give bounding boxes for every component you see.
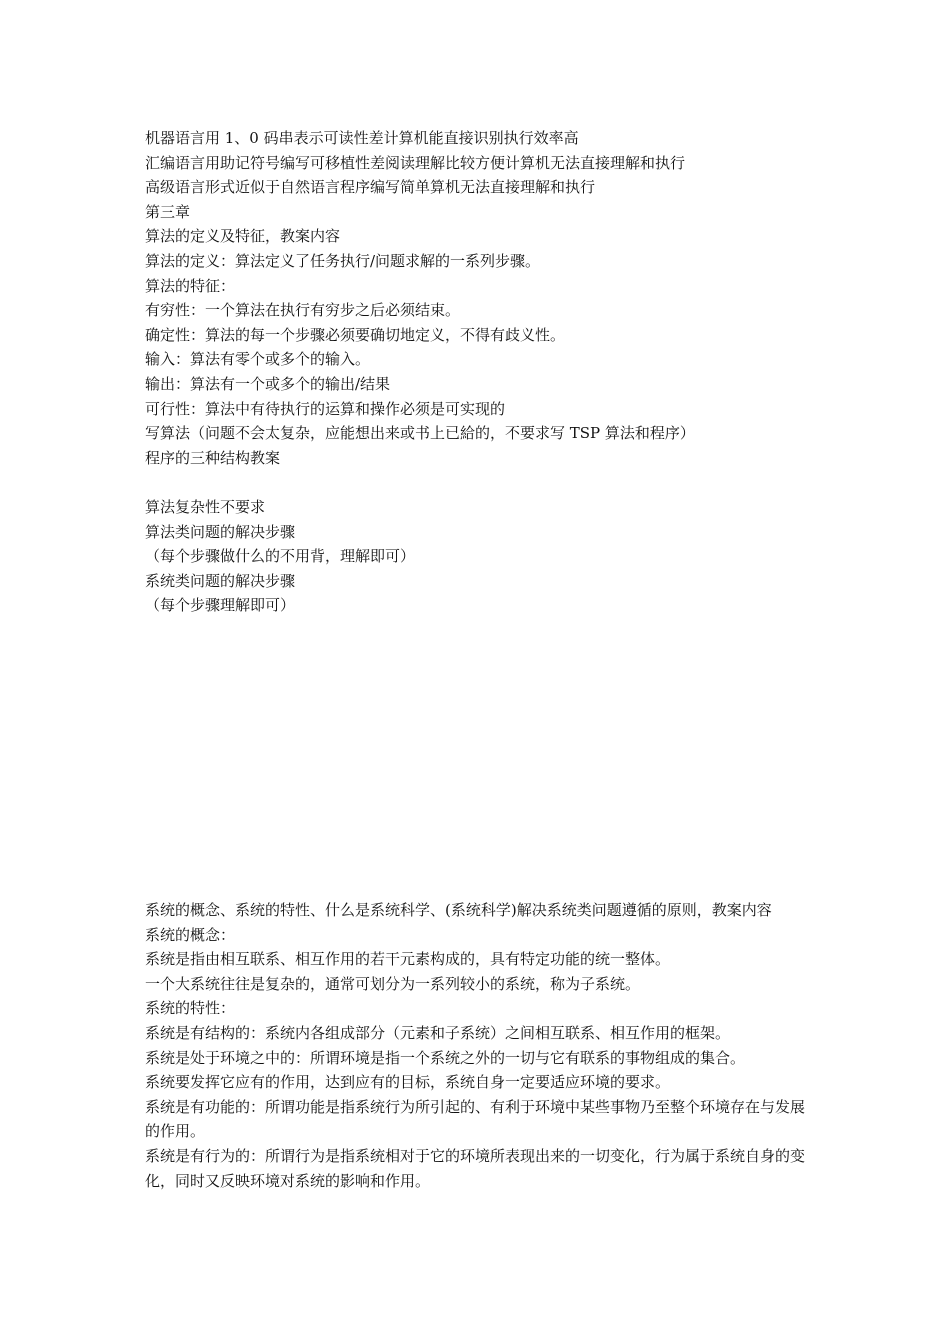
text-line: （每个步骤做什么的不用背，理解即可） (145, 547, 416, 566)
text-line: 确定性：算法的每一个步骤必须要确切地定义，不得有歧义性。 (145, 325, 566, 344)
text-paragraph: 系统的概念： (145, 925, 236, 944)
text-line: 有穷性：一个算法在执行有穷步之后必须结束。 (145, 301, 461, 320)
text-line: 算法复杂性不要求 (145, 497, 266, 516)
text-section-bottom (145, 898, 815, 1193)
text-line: 算法的特征： (145, 276, 236, 295)
text-line: 程序的三种结构教案 (145, 448, 281, 467)
text-line: 算法的定义：算法定义了任务执行/问题求解的一系列步骤。 (145, 251, 541, 270)
text-line: 机器语言用 1、0 码串表示可读性差计算机能直接识别执行效率高 (145, 129, 579, 147)
text-paragraph: 一个大系统往往是复杂的，通常可划分为一系列较小的系统，称为子系统。 (145, 974, 641, 993)
text-line: 输入：算法有零个或多个的输入。 (145, 350, 371, 369)
text-paragraph: 系统要发挥它应有的作用，达到应有的目标，系统自身一定要适应环境的要求。 (145, 1073, 671, 1092)
text-paragraph: 系统是指由相互联系、相互作用的若干元素构成的，具有特定功能的统一整体。 (145, 950, 671, 969)
text-line: 可行性：算法中有待执行的运算和操作必须是可实现的 (145, 399, 506, 418)
text-line: 写算法（问题不会太复杂，应能想出来或书上已給的，不要求写 TSP 算法和程序） (145, 424, 695, 443)
text-paragraph: 系统是处于环境之中的：所谓环境是指一个系统之外的一切与它有联系的事物组成的集合。 (145, 1048, 746, 1067)
text-line: 高级语言形式近似于自然语言程序编写简单算机无法直接理解和执行 (145, 178, 596, 197)
text-line: （每个步骤理解即可） (145, 596, 296, 615)
chapter-heading: 第三章 (145, 202, 191, 221)
text-paragraph: 系统是有结构的：系统内各组成部分（元素和子系统）之间相互联系、相互作用的框架。 (145, 1023, 731, 1042)
text-paragraph: 系统是有行为的：所谓行为是指系统相对于它的环境所表现出来的一切变化，行为属于系统自身的变化，同时又反映环境对系统的影响和作用。 (145, 1146, 806, 1190)
text-line: 算法类问题的解决步骤 (145, 522, 296, 541)
text-line: 输出：算法有一个或多个的输出/结果 (145, 374, 391, 393)
text-paragraph: 系统的概念、系统的特性、什么是系统科学、(系统科学)解决系统类问题遵循的原则，教案内容 (145, 901, 772, 919)
text-line: 系统类问题的解决步骤 (145, 571, 296, 590)
blank-line (145, 470, 815, 495)
text-section-top (145, 126, 815, 618)
text-paragraph: 系统的特性： (145, 999, 236, 1018)
text-line: 算法的定义及特征，教案内容 (145, 227, 341, 246)
text-line: 汇编语言用助记符号编写可移植性差阅读理解比较方便计算机无法直接理解和执行 (145, 153, 686, 172)
text-paragraph: 系统是有功能的：所谓功能是指系统行为所引起的、有利于环境中某些事物乃至整个环境存在与发展的作用。 (145, 1097, 806, 1141)
